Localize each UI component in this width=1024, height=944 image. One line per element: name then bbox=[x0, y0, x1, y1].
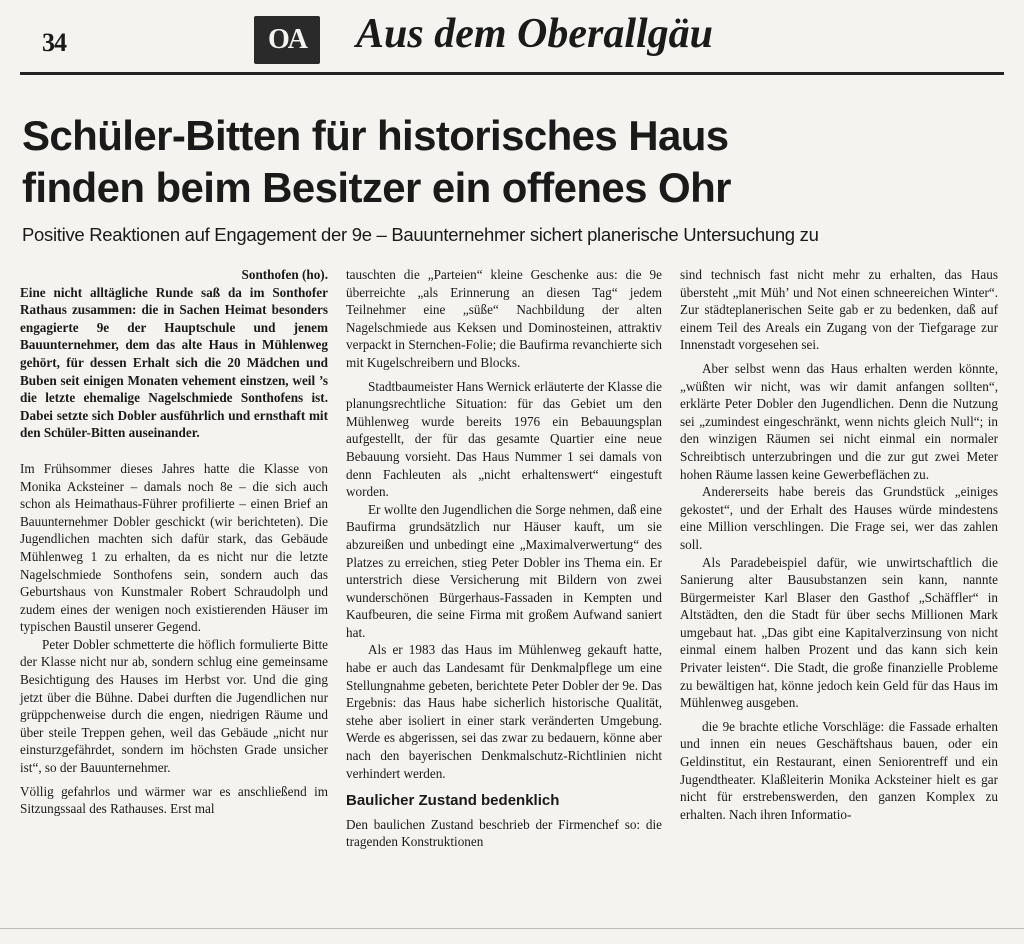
subheading: Baulicher Zustand bedenklich bbox=[346, 792, 560, 810]
paragraph: Als er 1983 das Haus im Mühlenweg gekauft hatte, habe er auch das Landesamt für Denkmalpflege um eine Stellungnahme gebeten, berichtete Peter Dobler der 9e. Das Ergebnis: das Haus habe sicherlich historische Qualität, stehe aber isoliert in einer stark veränderten Umgebung. Werde es abgerissen, sei das zwar zu bedauern, könne aber nach den bayerischen Denkmalschutz-Richtlinien nicht verhindert werden. bbox=[346, 642, 662, 781]
paragraph: Aber selbst wenn das Haus erhalten werden könnte, „wüßten wir nicht, was wir damit anfangen sollten“, erklärte Peter Dobler den Jugendlichen. Denn die Nutzung sei „zumindest eingeschränkt, wenn nichts gleich Null“; in den winzigen Räumen sei nicht einmal ein normaler Schreibtisch unterzubringen und die zur gut zwei Meter hohen Räume lassen keine Gewerbeflächen zu. bbox=[680, 360, 998, 482]
paragraph: Im Frühsommer dieses Jahres hatte die Klasse von Monika Acksteiner – damals noch 8e – die sich auch schon als Heimathaus-Führer profilierte – einen Brief an Bauunternehmer Dobler geschickt (wir berichteten). Die Jugendlichen machten sich dafür stark, das Gebäude Mühlenweg 1 zu erhalten, da es nicht nur die letzte Nagelschmiede Sonthofens sein, sondern auch das Geburtshaus von Kunstmaler Robert Schraudolph und zudem eines der wenigen noch existierenden Häuser im typischen Baustil unserer Gegend. bbox=[20, 460, 328, 635]
page-header bbox=[20, 10, 1004, 76]
paragraph: sind technisch fast nicht mehr zu erhalten, das Haus übersteht „mit Müh’ und Not einen schneereichen Winter“. Zur städteplanerischen Seite gab er zu bedenken, daß auf einem Teil des Areals ein Zugang von der Tiefgarage zur Innenstadt vorgesehen sei. bbox=[680, 267, 998, 353]
paragraph: Den baulichen Zustand beschrieb der Firmenchef so: die tragenden Konstruktionen bbox=[346, 816, 662, 850]
header-divider bbox=[20, 72, 1004, 75]
newspaper-logo: OA bbox=[254, 16, 320, 64]
article-column-3 bbox=[680, 266, 998, 823]
page-bottom-edge bbox=[0, 928, 1024, 929]
paragraph: Als Paradebeispiel dafür, wie unwirtschaftlich die Sanierung alter Bausubstanzen sein kann, nannte Bürgermeister Karl Blaser den Gasthof „Schäffler“ in Altstädten, den die Stadt für über sechs Millionen Mark umgebaut hat. „Das gibt eine Kapitalverzinsung von nicht einmal einem halben Prozent und das kann sich kein Privater leisten“. Die Stadt, die große finanzielle Probleme zu bewältigen hat, könne jedoch kein Geld für das Haus im Mühlenweg ausgeben. bbox=[680, 554, 998, 711]
paragraph: Stadtbaumeister Hans Wernick erläuterte der Klasse die planungsrechtliche Situation: für das Gebiet um den Mühlenweg wurde bereits 1976 ein Bebauungsplan aufgestellt, der für das gesamte Quartier eine neue Bebauung vorsieht. Das Haus Nummer 1 sei damals von denn Fachleuten als „nicht erhaltenswert“ eingestuft worden. bbox=[346, 378, 662, 500]
section-title: Aus dem Oberallgäu bbox=[356, 11, 714, 57]
subheadline: Positive Reaktionen auf Engagement der 9e – Bauunternehmer sichert planerische Untersuchung zu bbox=[22, 224, 819, 245]
paragraph: Andererseits habe bereis das Grundstück „einiges gekostet“, und der Erhalt des Hauses würde mindestens eine Million verschlingen. Die Frage sei, wer das zahlen soll. bbox=[680, 484, 998, 552]
paragraph: tauschten die „Parteien“ kleine Geschenke aus: die 9e überreichte „als Erinnerung an diesen Tag“ jedem Teilnehmer eine „süße“ Nachbildung der alten Nagelschmiede aus Keksen und Dominosteinen, attraktiv verpackt in Sternchen-Folie; die Baufirma revanchierte sich mit Kugelschreibern und Blocks. bbox=[346, 267, 662, 370]
paragraph: die 9e brachte etliche Vorschläge: die Fassade erhalten und innen ein neues Geschäftshaus bauen, oder ein Geldinstitut, ein Restaurant, einen Seniorentreff und ein Jugendtheater. Klaßleiterin Monika Acksteiner hielt es gar nicht für erstrebenswerden, den ganzen Komplex zu erhalten. Nach ihren Informatio- bbox=[680, 718, 998, 822]
page-number: 34 bbox=[42, 28, 66, 57]
article-lead: Eine nicht alltägliche Runde saß da im Sonthofer Rathaus zusammen: die in Sachen Heimat besonders engagierte 9e der Hauptschule und jenem Bauunternehmer, dem das alte Haus in Mühlenweg gehört, für dessen Erhalt sich die 20 Mädchen und Buben seit einigen Monaten vehement einstzen, weil ’s die letzte ehemalige Nagelschmiede Sonthofens ist. Dabei setzte sich Dobler ausführlich und ernsthaft mit den Schüler-Bitten auseinander. bbox=[20, 284, 328, 441]
headline-line-2: finden beim Besitzer ein offenes Ohr bbox=[22, 164, 731, 211]
headline-line-1: Schüler-Bitten für historisches Haus bbox=[22, 112, 729, 159]
article-column-1 bbox=[20, 266, 328, 818]
article-column-2 bbox=[346, 266, 662, 851]
paragraph: Peter Dobler schmetterte die höflich formulierte Bitte der Klasse nicht nur ab, sondern schlug eine gemeinsame Besichtigung des Hauses im Herbst vor. Und die ging jetzt über die Bühne. Dabei durften die Jugendlichen nur grüppchenweise durch die engen, niedrigen Räume und über steile Treppen gehen, weil das Gebäude „nicht nur einsturzgefährdet, sondern im höchsten Grade unsicher ist“, so der Bauunternehmer. bbox=[20, 636, 328, 776]
paragraph: Er wollte den Jugendlichen die Sorge nehmen, daß eine Baufirma grundsätzlich nur Häuser kauft, um sie abzureißen und unbedingt eine „Maximalverwertung“ des Platzes zu erreichen, stieg Peter Dobler ins Thema ein. Er unterstrich diese Versicherung mit Bildern von zwei wunderschönen Bürgerhaus-Fassaden in Kempten und Kaufbeuren, die seine Firma mit großem Aufwand saniert hat. bbox=[346, 501, 662, 640]
paragraph: Völlig gefahrlos und wärmer war es anschließend im Sitzungssaal des Rathauses. Erst mal bbox=[20, 783, 328, 817]
dateline: Sonthofen (ho). bbox=[241, 267, 328, 282]
headline bbox=[22, 110, 1002, 214]
